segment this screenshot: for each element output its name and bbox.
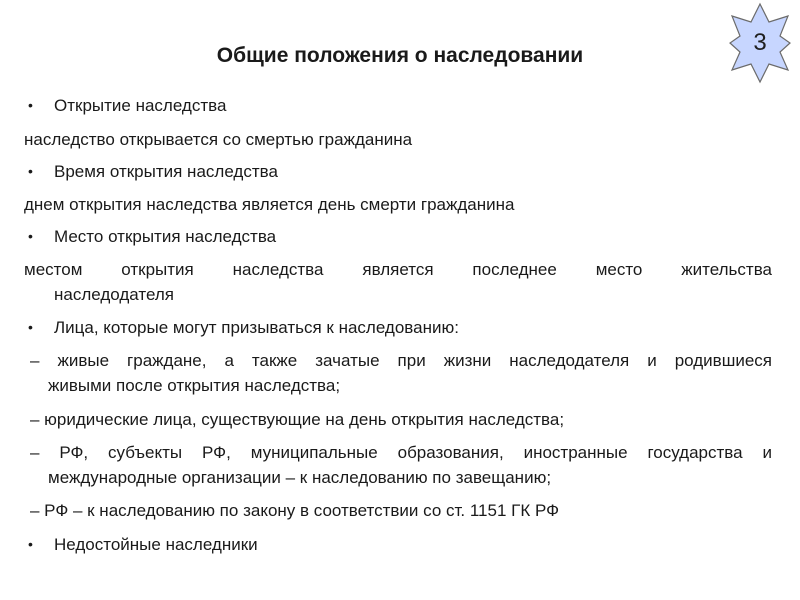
list-item-text: – юридические лица, существующие на день открытия наследства; — [30, 410, 565, 429]
bullet-icon: • — [28, 536, 33, 552]
list-item-bullet — [28, 315, 459, 340]
slide-number: 3 — [753, 29, 767, 56]
paragraph-line: наследодателя — [54, 285, 174, 304]
list-item-text: Место открытия наследства — [54, 227, 277, 246]
paragraph-line: живыми после открытия наследства; — [48, 376, 341, 395]
paragraph-line: – живые граждане, а также зачатые при жизни наследодателя и родившиеся — [30, 351, 772, 370]
slide-number-badge — [728, 2, 792, 84]
list-item-text: Время открытия наследства — [54, 162, 278, 181]
paragraph-line: международные организации – к наследованию по завещанию; — [48, 468, 552, 487]
list-item-text: – РФ – к наследованию по закону в соответствии со ст. 1151 ГК РФ — [30, 501, 560, 520]
page-title: Общие положения о наследовании — [216, 44, 584, 67]
bullet-icon: • — [28, 228, 33, 244]
list-item-paragraph — [30, 440, 772, 490]
list-item-paragraph — [24, 257, 772, 307]
bullet-icon: • — [28, 319, 33, 335]
list-item-text: днем открытия наследства является день смерти гражданина — [24, 195, 515, 214]
list-item-text: Открытие наследства — [54, 96, 227, 115]
paragraph-line: местом открытия наследства является последнее место жительства — [24, 260, 772, 279]
list-item-text: Лица, которые могут призываться к наследованию: — [54, 318, 459, 337]
list-item-bullet — [28, 532, 258, 557]
paragraph-line: – РФ, субъекты РФ, муниципальные образования, иностранные государства и — [30, 443, 772, 462]
bullet-icon: • — [28, 163, 33, 179]
list-item-paragraph — [30, 348, 772, 398]
bullet-icon: • — [28, 97, 33, 113]
list-item-text: Недостойные наследники — [54, 535, 258, 554]
list-item-bullet — [28, 93, 226, 118]
list-item-text: наследство открывается со смертью гражданина — [24, 130, 413, 149]
list-item-bullet — [28, 159, 278, 184]
list-item-bullet — [28, 224, 276, 249]
